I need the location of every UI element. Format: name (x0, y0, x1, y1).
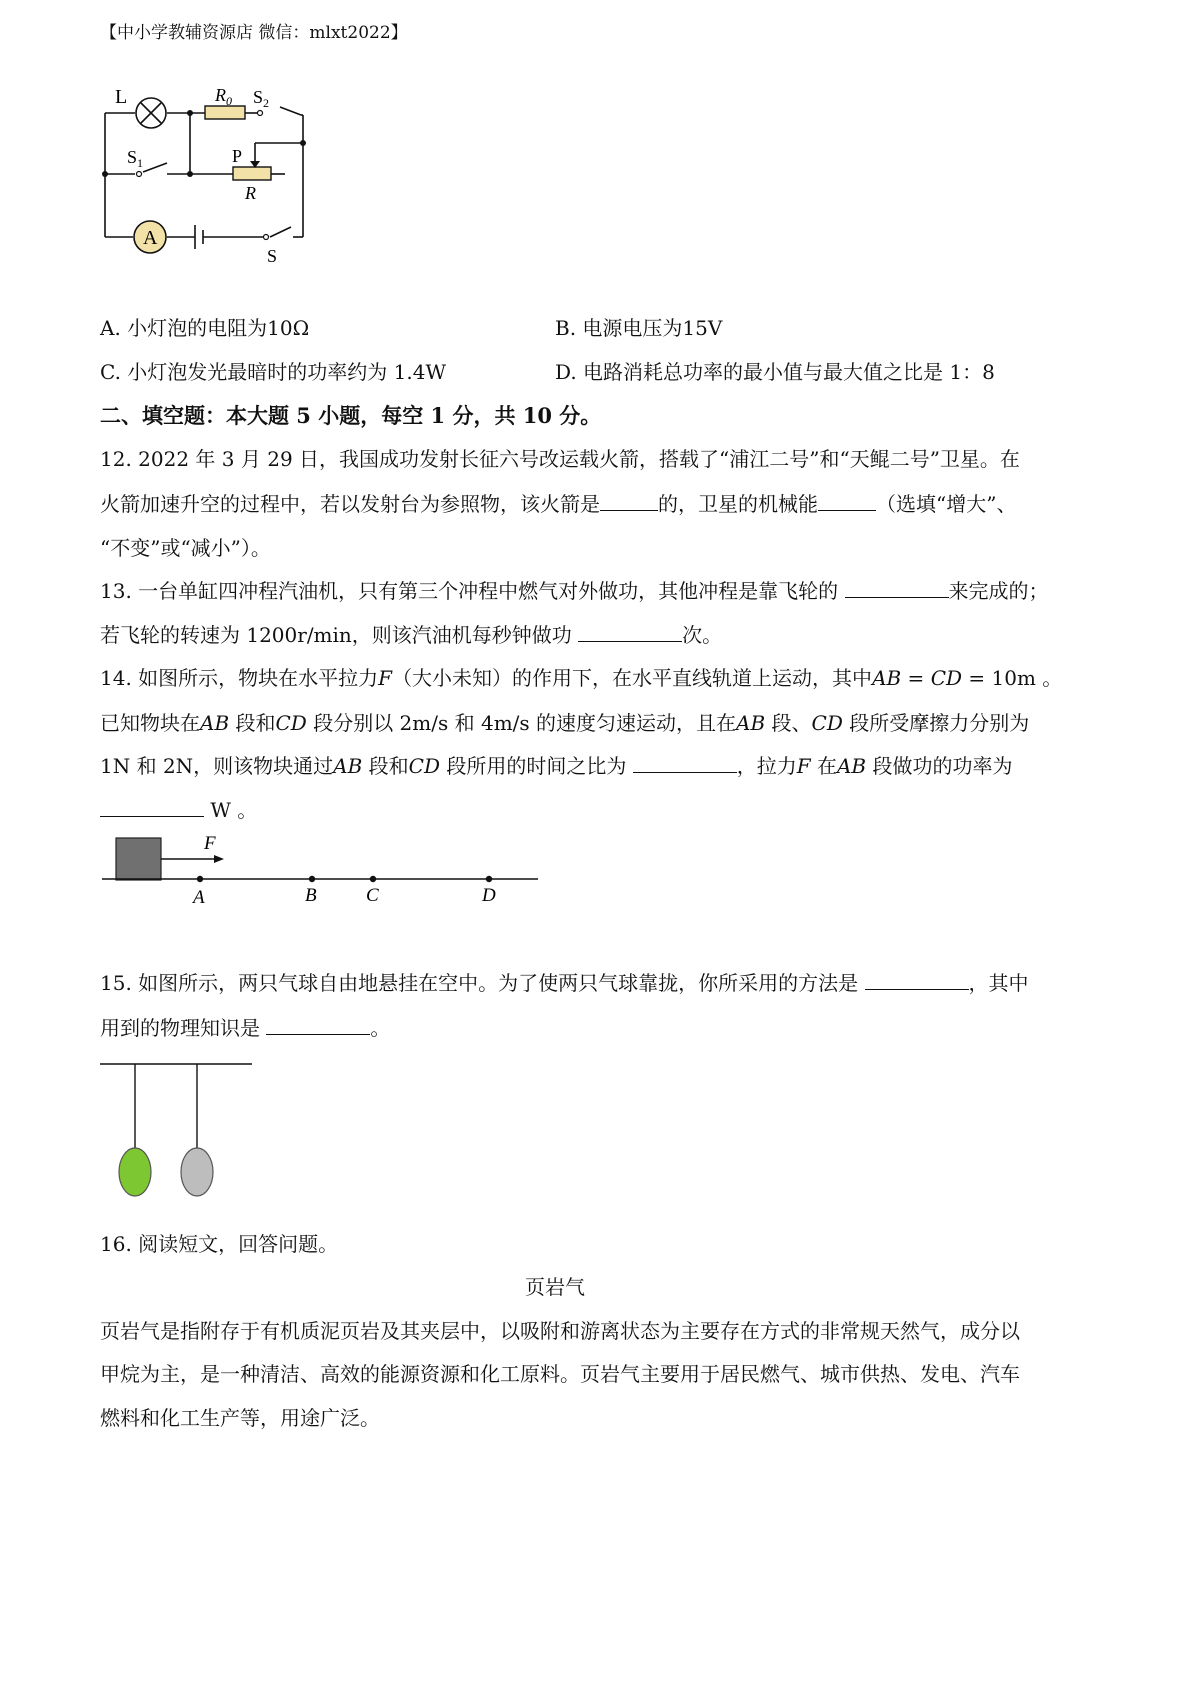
circuit-diagram (95, 85, 335, 275)
point-b (309, 876, 315, 882)
option-b: B. 电源电压为15V (555, 316, 723, 340)
option-a: A. 小灯泡的电阻为10Ω (100, 316, 310, 340)
q12-line3: “不变”或“减小”）。 (100, 536, 271, 560)
q16-intro: 16. 阅读短文，回答问题。 (100, 1232, 339, 1256)
q12-line2: 火箭加速升空的过程中，若以发射台为参照物，该火箭是 的，卫星的机械能 （选填“增大”、 (100, 492, 1017, 516)
section-title: 二、填空题：本大题 5 小题，每空 1 分，共 10 分。 (100, 403, 602, 428)
passage-line2: 甲烷为主，是一种清洁、高效的能源资源和化工原料。页岩气主要用于居民燃气、城市供热、发电、汽车 (100, 1362, 1020, 1386)
answer-blank[interactable] (633, 756, 737, 773)
label-b: B (305, 885, 317, 906)
q13-line1: 13. 一台单缸四冲程汽油机，只有第三个冲程中燃气对外做功，其他冲程是靠飞轮的 来完成的； (100, 579, 1049, 603)
answer-blank[interactable] (845, 581, 949, 598)
answer-blank[interactable] (818, 494, 876, 511)
label-a: A (193, 887, 205, 908)
p-label: P (232, 146, 243, 166)
passage-line3: 燃料和化工生产等，用途广泛。 (100, 1406, 380, 1430)
balloon-left (119, 1148, 151, 1196)
s2-label: $S_2$ (253, 87, 270, 110)
option-c: C. 小灯泡发光最暗时的功率约为 1.4W (100, 360, 447, 384)
track-diagram (100, 825, 550, 910)
label-c: C (366, 885, 379, 906)
answer-blank[interactable] (578, 625, 682, 642)
passage-line1: 页岩气是指附存于有机质泥页岩及其夹层中，以吸附和游离状态为主要存在方式的非常规天然气，成分以 (100, 1319, 1020, 1343)
answer-blank[interactable] (865, 973, 969, 990)
label-d: D (482, 885, 496, 906)
page-header: 【中小学教辅资源店 微信：mlxt2022】 (100, 23, 408, 43)
block (116, 838, 161, 880)
r-label: R (245, 183, 256, 203)
ammeter-label: A (143, 227, 158, 249)
s-label: S (267, 246, 278, 266)
balloon-right (181, 1148, 213, 1196)
s1-label: $S_1$ (127, 147, 144, 170)
point-c (370, 876, 376, 882)
answer-blank[interactable] (266, 1018, 370, 1035)
q15-line1: 15. 如图所示，两只气球自由地悬挂在空中。为了使两只气球靠拢，你所采用的方法是 ，其中 (100, 971, 1029, 995)
r0-label: $R_0$ (215, 85, 232, 108)
q15-line2: 用到的物理知识是 。 (100, 1016, 391, 1040)
answer-blank[interactable] (100, 800, 204, 817)
q13-line2: 若飞轮的转速为 1200r/min，则该汽油机每秒钟做功 次。 (100, 623, 723, 647)
answer-blank[interactable] (600, 494, 658, 511)
option-d: D. 电路消耗总功率的最小值与最大值之比是 1：8 (555, 360, 995, 384)
q14-line3: 1N 和 2N，则该物块通过AB 段和CD 段所用的时间之比为 ，拉力F 在AB 段做功的功率为 (100, 754, 1013, 778)
q14-line1: 14. 如图所示，物块在水平拉力F（大小未知）的作用下，在水平直线轨道上运动，其中AB = CD = 10m 。 (100, 666, 1063, 690)
q14-line2: 已知物块在AB 段和CD 段分别以 2m/s 和 4m/s 的速度匀速运动，且在AB 段、CD 段所受摩擦力分别为 (100, 711, 1030, 735)
point-a (197, 876, 203, 882)
point-d (486, 876, 492, 882)
force-label: F (204, 833, 216, 854)
passage-title: 页岩气 (525, 1275, 585, 1299)
q12-line1: 12. 2022 年 3 月 29 日，我国成功发射长征六号改运载火箭，搭载了“浦江二号”和“天鲲二号”卫星。在 (100, 447, 1020, 471)
lamp-label: L (115, 86, 128, 108)
balloons-diagram (100, 1055, 260, 1205)
q14-line4: W 。 (100, 794, 257, 823)
